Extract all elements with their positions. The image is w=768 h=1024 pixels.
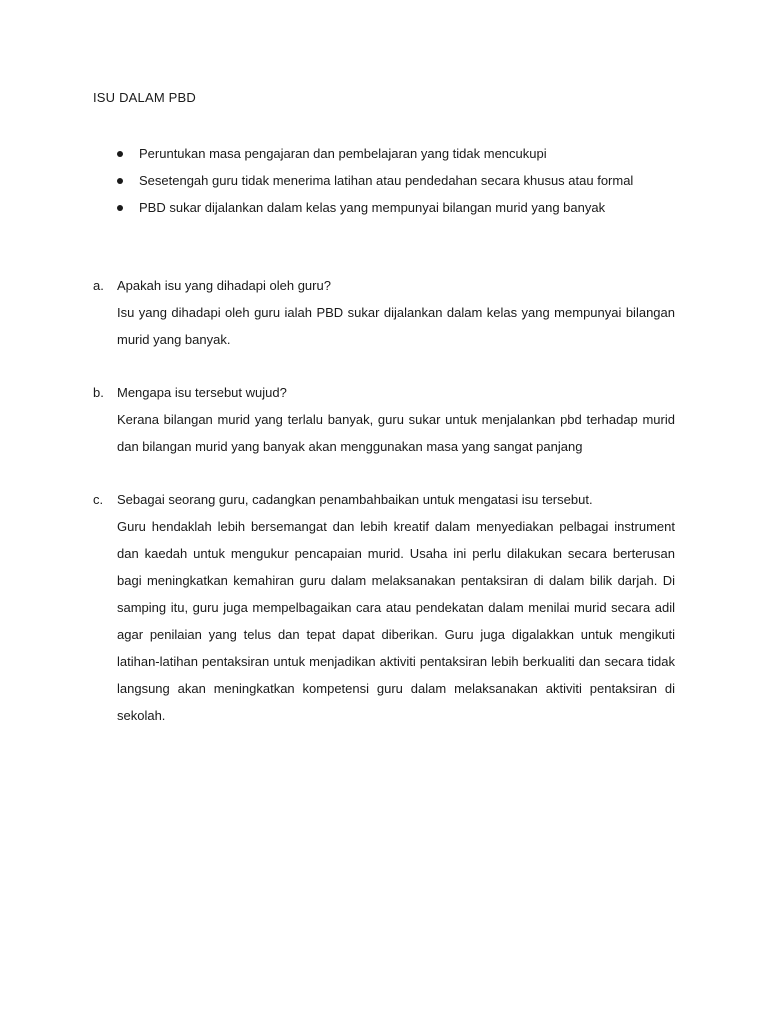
question-marker: b. (93, 385, 104, 400)
answer-text: Guru hendaklah lebih bersemangat dan lebih kreatif dalam menyediakan pelbagai instrument dan kaedah untuk mengukur pencapaian murid. Usaha ini perlu dilakukan secara berterusan bagi meningkatkan kemahiran guru dalam melaksanakan pentaksiran di dalam bilik darjah. Di samping itu, guru juga mempelbagaikan cara atau pendekatan dalam menilai murid secara adil agar penilaian yang telus dan tepat dapat diberikan. Guru juga digalakkan untuk mengikuti latihan-latihan pentaksiran untuk menjadikan aktiviti pentaksiran lebih berkualiti dan secara tidak langsung akan meningkatkan kompetensi guru dalam melaksanakan aktiviti pentaksiran di sekolah. (117, 519, 675, 723)
issue-bullet-list (93, 140, 675, 221)
bullet-icon (117, 205, 123, 211)
question-text: Apakah isu yang dihadapi oleh guru? (117, 278, 331, 293)
question-text: Mengapa isu tersebut wujud? (117, 385, 287, 400)
question-block-a (93, 272, 675, 353)
bullet-text: PBD sukar dijalankan dalam kelas yang mempunyai bilangan murid yang banyak (139, 200, 606, 215)
bullet-text: Sesetengah guru tidak menerima latihan atau pendedahan secara khusus atau formal (139, 173, 634, 188)
bullet-icon (117, 151, 123, 157)
document-title: ISU DALAM PBD (93, 90, 197, 105)
question-block-b (93, 379, 675, 460)
list-item (93, 194, 675, 221)
list-item (93, 167, 675, 194)
question-text: Sebagai seorang guru, cadangkan penambahbaikan untuk mengatasi isu tersebut. (117, 492, 593, 507)
question-marker: a. (93, 278, 104, 293)
question-marker: c. (93, 492, 104, 507)
bullet-icon (117, 178, 123, 184)
answer-text: Isu yang dihadapi oleh guru ialah PBD sukar dijalankan dalam kelas yang mempunyai bilangan murid yang banyak. (117, 305, 675, 347)
bullet-text: Peruntukan masa pengajaran dan pembelajaran yang tidak mencukupi (139, 146, 547, 161)
answer-text: Kerana bilangan murid yang terlalu banyak, guru sukar untuk menjalankan pbd terhadap murid dan bilangan murid yang banyak akan menggunakan masa yang sangat panjang (117, 412, 675, 454)
question-block-c (93, 486, 675, 729)
list-item (93, 140, 675, 167)
